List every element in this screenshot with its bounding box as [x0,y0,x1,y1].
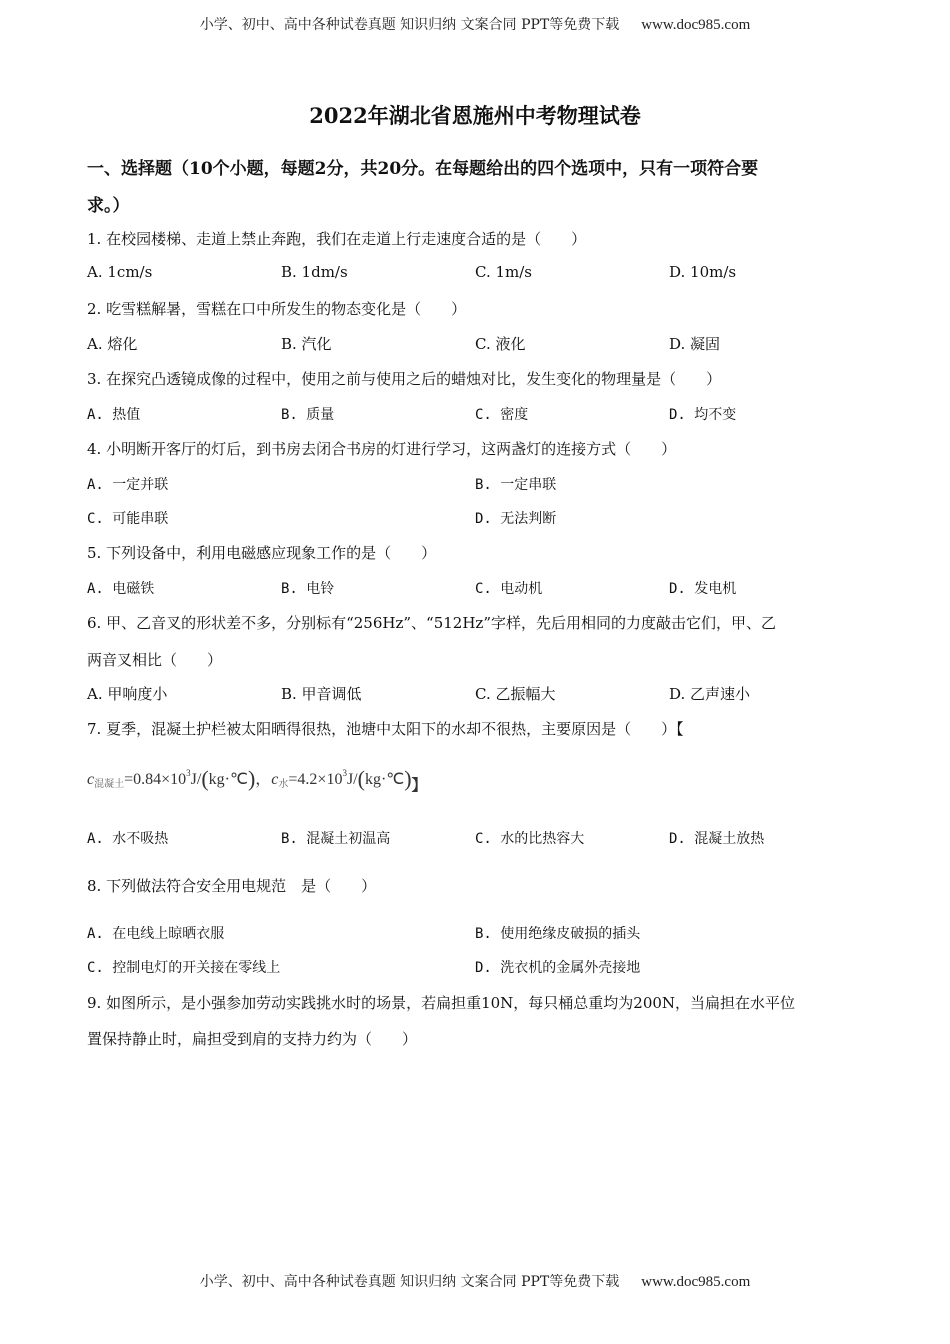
q5-option-d: D. 发电机 [669,581,737,597]
q6-option-d: D. 乙声速小 [669,685,751,703]
q4-option-a: A. 一定并联 [87,477,169,493]
q7-option-a: A. 水不吸热 [87,831,169,847]
q5-option-c: C. 电动机 [475,581,543,597]
header-text: 小学、初中、高中各种试卷真题 知识归纳 文案合同 PPT等免费下载 [199,17,620,33]
question-8: 8. 下列做法符合安全用电规范 是（ ） [87,877,377,895]
q5-option-b: B. 电铃 [281,581,335,597]
formula-unit1: J/ [190,771,202,788]
q2-option-a: A. 熔化 [87,335,138,353]
footer-site-link[interactable]: www.doc985.com [641,1274,751,1290]
question-2: 2. 吃雪糕解暑，雪糕在口中所发生的物态变化是（ ） [87,300,467,318]
formula-sub2: 水 [278,779,289,790]
q3-option-b: B. 质量 [281,407,335,423]
exam-title: 2022年湖北省恩施州中考物理试卷 [309,103,641,128]
q3-option-a: A. 热值 [87,407,141,423]
q8-option-b: B. 使用绝缘皮破损的插头 [475,926,641,942]
formula-sub1: 混凝土 [94,779,125,790]
formula-exp2: 3 [342,768,347,778]
q1-option-a: A. 1cm/s [87,263,153,281]
q3-option-d: D. 均不变 [669,407,737,423]
formula-lparen1: ( [201,766,209,791]
q7-option-c: C. 水的比热容大 [475,831,585,847]
formula-eq1: =0.84×10 [124,771,187,788]
q8-option-c: C. 控制电灯的开关接在零线上 [87,960,281,976]
q6-option-a: A. 甲响度小 [87,685,168,703]
question-6-line2: 两音叉相比（ ） [87,651,223,669]
question-6-line1: 6. 甲、乙音叉的形状差不多，分别标有“256Hz”、“512Hz”字样，先后用相同的力度敲击它们，甲、乙 [87,614,776,632]
formula-eq2: =4.2×10 [288,771,343,788]
q2-option-c: C. 液化 [475,335,526,353]
page-footer [0,1271,950,1291]
q2-option-b: B. 汽化 [281,335,332,353]
q1-option-b: B. 1dm/s [281,263,348,281]
q7-option-d: D. 混凝土放热 [669,831,765,847]
q7-option-b: B. 混凝土初温高 [281,831,391,847]
formula-inner2: kg·℃ [364,771,405,788]
question-7-line1: 7. 夏季，混凝土护栏被太阳晒得很热，池塘中太阳下的水却不很热，主要原因是（ ）【 [87,720,684,738]
formula-rparen1: ) [247,766,256,791]
q8-option-a: A. 在电线上晾晒衣服 [87,926,225,942]
formula-close-bracket: 】 [411,778,427,794]
q8-option-d: D. 洗衣机的金属外壳接地 [475,960,641,976]
q1-option-c: C. 1m/s [475,263,532,281]
formula-lparen2: ( [357,766,365,791]
q6-option-c: C. 乙振幅大 [475,685,556,703]
q4-option-d: D. 无法判断 [475,511,557,527]
footer-text: 小学、初中、高中各种试卷真题 知识归纳 文案合同 PPT等免费下载 [199,1274,620,1290]
formula-inner1: kg·℃ [208,771,248,788]
question-5: 5. 下列设备中，利用电磁感应现象工作的是（ ） [87,544,437,562]
q4-option-c: C. 可能串联 [87,511,169,527]
question-3: 3. 在探究凸透镜成像的过程中，使用之前与使用之后的蜡烛对比，发生变化的物理量是（ ） [87,370,722,388]
formula-c1: c [87,771,95,788]
question-9-line1: 9. 如图所示，是小强参加劳动实践挑水时的场景，若扁担重10N，每只桶总重均为200N，当扁担在水平位 [87,994,796,1012]
formula-comma: ， [255,771,272,788]
section-heading-line2: 求。） [87,196,130,216]
q1-option-d: D. 10m/s [669,263,737,281]
formula-unit2: J/ [346,771,358,788]
section-heading-line1: 一、选择题（10个小题，每题2分，共20分。在每题给出的四个选项中，只有一项符合要 [87,159,759,179]
q2-option-d: D. 凝固 [669,335,721,353]
formula-rparen2: ) [404,766,412,791]
q4-option-b: B. 一定串联 [475,477,557,493]
question-9-line2: 置保持静止时，扁担受到肩的支持力约为（ ） [87,1030,418,1048]
question-4: 4. 小明断开客厅的灯后，到书房去闭合书房的灯进行学习，这两盏灯的连接方式（ ） [87,440,677,458]
formula-c2: c [271,771,279,788]
q6-option-b: B. 甲音调低 [281,685,362,703]
specific-heat-formula [87,766,427,795]
formula-exp1: 3 [186,768,191,778]
header-site-link[interactable]: www.doc985.com [641,17,751,33]
q5-option-a: A. 电磁铁 [87,581,155,597]
question-1: 1. 在校园楼梯、走道上禁止奔跑，我们在走道上行走速度合适的是（ ） [87,230,587,248]
page-header [0,14,950,34]
q3-option-c: C. 密度 [475,407,529,423]
